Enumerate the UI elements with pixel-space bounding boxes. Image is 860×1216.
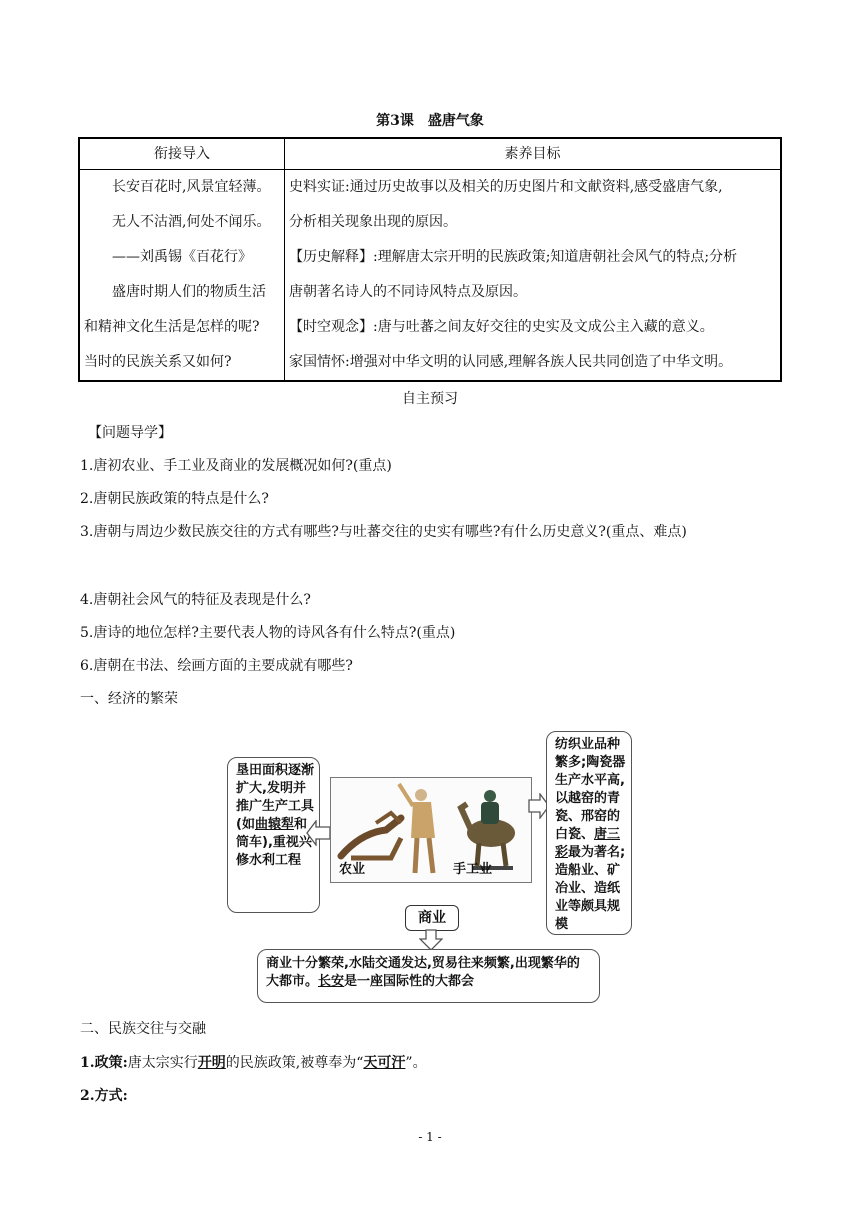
question-2: 2.唐朝民族政策的特点是什么? xyxy=(80,491,269,507)
policy-text: 的民族政策,被尊奉为“ xyxy=(225,1055,364,1071)
section1-heading: 一、经济的繁荣 xyxy=(80,691,178,707)
intro-question: 盛唐时期人们的物质生活 xyxy=(112,284,266,300)
agriculture-keyword: 曲辕犁 xyxy=(254,817,294,832)
left-arrow-icon xyxy=(306,820,332,846)
intro-left-cell xyxy=(79,170,285,382)
policy-keyword-open: 开明 xyxy=(197,1055,226,1071)
goal-line: 【时空观念】:唐与吐蕃之间友好交往的史实及文成公主入藏的意义。 xyxy=(289,319,714,335)
lesson-title xyxy=(0,110,860,130)
poem-line: 无人不沽酒,何处不闻乐。 xyxy=(112,214,271,230)
handicraft-text: 纺织业品种繁多;陶瓷器生产水平高,以越窑的青瓷、邢窑的白瓷、 xyxy=(555,737,626,842)
intro-right-cell xyxy=(285,170,782,382)
poem-line: 长安百花时,风景宜轻薄。 xyxy=(112,179,271,195)
handicraft-box xyxy=(546,731,632,935)
intro-left-header: 衔接导入 xyxy=(79,138,285,170)
intro-right-header: 素养目标 xyxy=(285,138,782,170)
preview-heading: 自主预习 xyxy=(402,391,458,407)
agriculture-text: 垦田面积逐渐扩大,发明并推广生产工具(如 xyxy=(236,763,315,832)
policy-label: 1.政策: xyxy=(80,1055,128,1071)
intro-question: 和精神文化生活是怎样的呢? xyxy=(84,319,260,335)
section2-heading: 二、民族交往与交融 xyxy=(80,1021,206,1037)
economy-illustration xyxy=(330,777,532,883)
commerce-text: 商业十分繁荣,水陆交通发达,贸易往来频繁,出现繁华的大都市。 xyxy=(266,956,580,989)
question-4: 4.唐朝社会风气的特征及表现是什么? xyxy=(80,592,311,608)
goal-line: 家国情怀:增强对中华文明的认同感,理解各族人民共同创造了中华文明。 xyxy=(289,354,733,370)
method-label: 2.方式: xyxy=(80,1088,128,1104)
handicraft-text-end: 最为著名;造船业、矿冶业、造纸业等颇具规模 xyxy=(555,845,626,932)
commerce-text-end: 是一座国际性的大都会 xyxy=(344,974,475,989)
down-arrow-icon xyxy=(419,929,443,951)
handicraft-label: 手工业 xyxy=(453,862,493,877)
commerce-box xyxy=(257,949,600,1003)
commerce-label: 商业 xyxy=(405,905,459,931)
intro-question: 当时的民族关系又如何? xyxy=(84,354,232,370)
question-1: 1.唐初农业、手工业及商业的发展概况如何?(重点) xyxy=(80,458,392,474)
handicraft-keyword: 唐三彩 xyxy=(555,827,621,860)
intro-table xyxy=(78,137,782,382)
question-6: 6.唐朝在书法、绘画方面的主要成就有哪些? xyxy=(80,658,353,674)
agriculture-text-end: 和筒车),重视兴修水利工程 xyxy=(236,817,312,868)
policy-text: 唐太宗实行 xyxy=(127,1055,198,1071)
goal-line: 【历史解释】:理解唐太宗开明的民族政策;知道唐朝社会风气的特点;分析 xyxy=(289,249,738,265)
question-5: 5.唐诗的地位怎样?主要代表人物的诗风各有什么特点?(重点) xyxy=(80,625,456,641)
policy-keyword-khan: 天可汗 xyxy=(363,1055,406,1071)
goal-line: 唐朝著名诗人的不同诗风特点及原因。 xyxy=(289,284,527,300)
policy-text: ”。 xyxy=(405,1055,427,1071)
lesson-name: 盛唐气象 xyxy=(427,113,484,129)
goal-line: 史料实证:通过历史故事以及相关的历史图片和文献资料,感受盛唐气象, xyxy=(289,179,723,195)
question-3: 3.唐朝与周边少数民族交往的方式有哪些?与吐蕃交往的史实有哪些?有什么历史意义?(重点、难点) xyxy=(80,524,687,540)
commerce-keyword: 长安 xyxy=(318,974,345,989)
page-number: - 1 - xyxy=(418,1130,442,1144)
policy-line xyxy=(80,1053,427,1073)
lesson-number: 第3课 xyxy=(376,113,414,129)
guide-heading: 【问题导学】 xyxy=(88,425,172,441)
goal-line: 分析相关现象出现的原因。 xyxy=(289,214,457,230)
poem-attribution: ——刘禹锡《百花行》 xyxy=(112,249,252,265)
agriculture-label: 农业 xyxy=(339,862,366,877)
